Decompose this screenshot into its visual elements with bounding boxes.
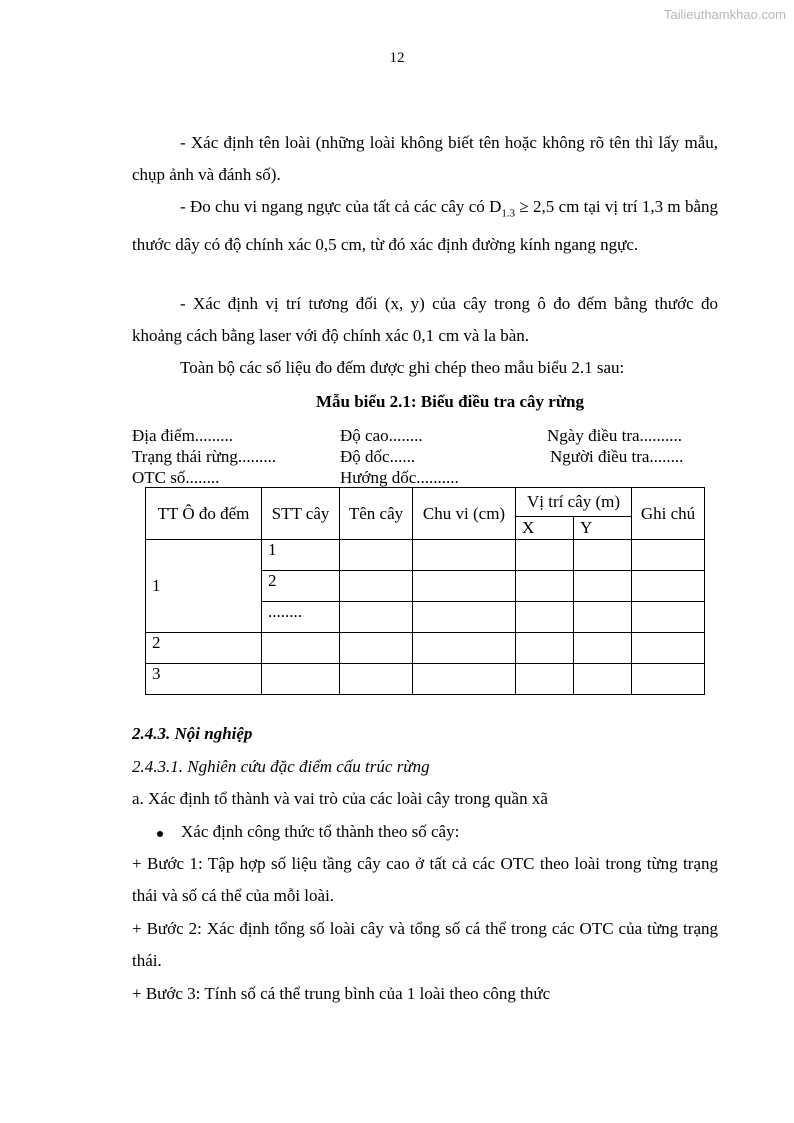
cell[interactable] bbox=[574, 664, 632, 695]
field-slope: Độ dốc...... bbox=[340, 447, 416, 466]
table-row bbox=[146, 540, 705, 571]
text: - Đo chu vi ngang ngực của tất cả các cây có D bbox=[180, 197, 502, 216]
cell[interactable] bbox=[262, 664, 340, 695]
cell[interactable] bbox=[574, 571, 632, 602]
step-2: + Bước 2: Xác định tổng số loài cây và tổng số cá thể trong các OTC của từng trạng thái. bbox=[132, 919, 718, 970]
step-3: + Bước 3: Tính số cá thể trung bình của 1 loài theo công thức bbox=[132, 984, 551, 1003]
cell[interactable] bbox=[516, 571, 574, 602]
cell[interactable] bbox=[516, 540, 574, 571]
cell[interactable] bbox=[574, 540, 632, 571]
cell-plot: 3 bbox=[146, 664, 262, 695]
cell-plot: 2 bbox=[146, 633, 262, 664]
cell-tree-no: 2 bbox=[262, 571, 340, 602]
field-altitude: Độ cao........ bbox=[340, 426, 423, 445]
paragraph-position: - Xác định vị trí tương đối (x, y) của cây trong ô đo đếm bằng thước đo khoảng cách bằng laser với độ chính xác 0,1 cm và la bàn. bbox=[132, 294, 718, 345]
cell[interactable] bbox=[340, 540, 413, 571]
header-x: X bbox=[516, 517, 574, 540]
cell[interactable] bbox=[632, 540, 705, 571]
cell[interactable] bbox=[574, 633, 632, 664]
cell[interactable] bbox=[340, 633, 413, 664]
cell[interactable] bbox=[413, 540, 516, 571]
cell[interactable] bbox=[262, 633, 340, 664]
header-circumference: Chu vi (cm) bbox=[413, 488, 516, 540]
cell[interactable] bbox=[340, 664, 413, 695]
cell[interactable] bbox=[516, 633, 574, 664]
cell[interactable] bbox=[413, 571, 516, 602]
item-a: a. Xác định tổ thành và vai trò của các loài cây trong quần xã bbox=[132, 789, 548, 808]
field-plot-number: OTC số........ bbox=[132, 468, 220, 487]
bullet-icon bbox=[157, 831, 163, 837]
bullet-text: Xác định công thức tổ thành theo số cây: bbox=[181, 822, 460, 841]
cell[interactable] bbox=[574, 602, 632, 633]
paragraph-circumference bbox=[132, 191, 718, 261]
header-tree-no: STT cây bbox=[262, 488, 340, 540]
paragraph-records: Toàn bộ các số liệu đo đếm được ghi chép theo mẫu biểu 2.1 sau: bbox=[180, 358, 625, 377]
field-location: Địa điểm......... bbox=[132, 426, 234, 445]
header-plot: TT Ô đo đếm bbox=[146, 488, 262, 540]
cell-plot: 1 bbox=[146, 540, 262, 633]
cell[interactable] bbox=[632, 633, 705, 664]
subscript: 1.3 bbox=[501, 207, 516, 220]
watermark: Tailieuthamkhao.com bbox=[663, 7, 786, 22]
table-row bbox=[146, 664, 705, 695]
table-header-row bbox=[146, 488, 705, 517]
header-notes: Ghi chú bbox=[632, 488, 705, 540]
table-row bbox=[146, 633, 705, 664]
header-y: Y bbox=[574, 517, 632, 540]
cell[interactable] bbox=[413, 602, 516, 633]
paragraph-species: - Xác định tên loài (những loài không biết tên hoặc không rõ tên thì lấy mẫu, chụp ảnh và đánh số). bbox=[132, 133, 718, 184]
field-forest-state: Trạng thái rừng......... bbox=[132, 447, 277, 466]
page-number: 12 bbox=[389, 50, 405, 66]
header-position: Vị trí cây (m) bbox=[516, 488, 632, 517]
form-caption: Mẫu biểu 2.1: Biểu điều tra cây rừng bbox=[315, 392, 585, 411]
field-surveyor: Người điều tra........ bbox=[550, 447, 684, 466]
header-tree-name: Tên cây bbox=[340, 488, 413, 540]
cell[interactable] bbox=[340, 602, 413, 633]
cell[interactable] bbox=[632, 602, 705, 633]
cell[interactable] bbox=[632, 571, 705, 602]
cell-tree-no: ........ bbox=[262, 602, 340, 633]
step-1: + Bước 1: Tập hợp số liệu tầng cây cao ở tất cả các OTC theo loài trong từng trạng thái và số cá thể của mỗi loài. bbox=[132, 854, 718, 905]
cell[interactable] bbox=[516, 602, 574, 633]
field-aspect: Hướng dốc.......... bbox=[340, 468, 459, 487]
cell-tree-no: 1 bbox=[262, 540, 340, 571]
cell[interactable] bbox=[413, 633, 516, 664]
cell[interactable] bbox=[340, 571, 413, 602]
subsection-heading: 2.4.3.1. Nghiên cứu đặc điểm cấu trúc rừng bbox=[132, 757, 430, 776]
survey-table bbox=[145, 487, 705, 695]
cell[interactable] bbox=[632, 664, 705, 695]
cell[interactable] bbox=[516, 664, 574, 695]
text: ≥ 2,5 cm tại vị trí 1,3 m bằng thước dây có độ chính xác 0,5 cm, từ đó xác định đường kính ngang ngực. bbox=[132, 197, 718, 255]
section-heading: 2.4.3. Nội nghiệp bbox=[132, 724, 253, 743]
field-survey-date: Ngày điều tra.......... bbox=[547, 426, 683, 445]
cell[interactable] bbox=[413, 664, 516, 695]
